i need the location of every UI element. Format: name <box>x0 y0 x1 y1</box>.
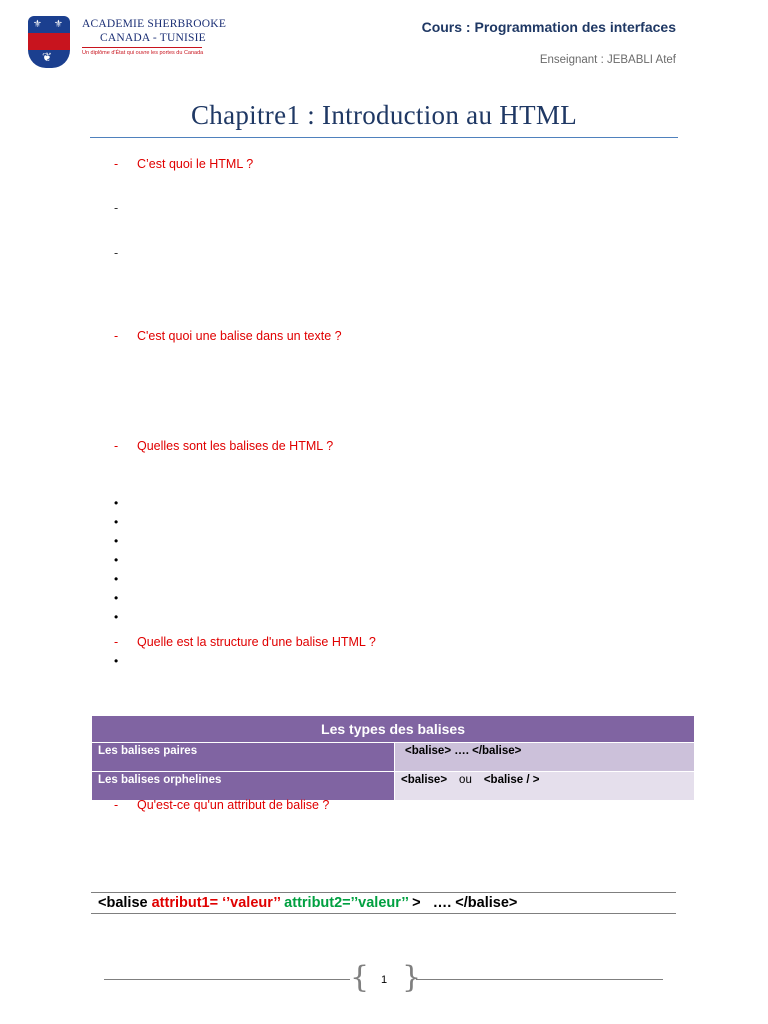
code-close: > …. </balise> <box>408 895 518 911</box>
orphan-tag-b: <balise / > <box>483 774 540 786</box>
question-attribute <box>114 798 329 812</box>
orphan-tag-a: <balise> <box>401 774 448 786</box>
fleur-de-lis-icon: ⚜ <box>54 19 63 30</box>
code-open-tag: <balise <box>98 895 152 911</box>
question-what-is-tag <box>114 329 342 343</box>
bullet-item: • <box>114 534 119 548</box>
list-dash: - <box>114 439 119 453</box>
bullet-item: • <box>114 515 119 529</box>
fleur-de-lis-icon: ⚜ <box>33 19 42 30</box>
list-dash: - <box>114 157 119 171</box>
left-brace-icon: { <box>350 960 370 995</box>
table-header-row <box>92 716 695 743</box>
logo-tagline: Un diplôme d'État qui ouvre les portes du Canada <box>82 50 204 56</box>
logo-line1: ACADEMIE SHERBROOKE <box>82 18 227 30</box>
course-title: Cours : Programmation des interfaces <box>421 19 676 35</box>
logo-divider <box>82 47 202 48</box>
code-attribute1: attribut1= ‘’valeur’’ <box>151 895 285 911</box>
table-row-value: <balise> …. </balise> <box>395 743 695 772</box>
or-separator: ou <box>459 774 472 786</box>
shield-icon <box>28 16 70 68</box>
table-header: Les types des balises <box>92 716 695 743</box>
list-dash: - <box>114 329 119 343</box>
question-text: Quelle est la structure d'une balise HTML ? <box>137 635 376 649</box>
code-attribute2: attribut2=’’valeur’’ <box>284 895 409 911</box>
question-text: C’est quoi le HTML ? <box>137 157 254 171</box>
question-text: Quelles sont les balises de HTML ? <box>137 439 334 453</box>
logo-line2: CANADA - TUNISIE <box>100 32 206 44</box>
maple-leaf-icon: ❦ <box>42 50 53 64</box>
tag-types-table <box>91 715 695 801</box>
empty-dash-item: - <box>114 201 119 215</box>
bullet-item: • <box>114 591 119 605</box>
bullet-item: • <box>114 654 119 668</box>
chapter-title: Chapitre1 : Introduction au HTML <box>190 100 578 130</box>
footer-rule-left <box>104 979 350 980</box>
table-row-value <box>395 772 695 801</box>
attribute-syntax-example <box>98 895 517 911</box>
table-row-label: Les balises orphelines <box>92 772 395 801</box>
question-html-tags <box>114 439 333 453</box>
school-logo <box>22 14 227 70</box>
bullet-item: • <box>114 610 119 624</box>
code-rule-top <box>91 892 676 893</box>
title-underline <box>90 137 678 138</box>
table-row <box>92 772 695 801</box>
question-text: Qu'est-ce qu'un attribut de balise ? <box>137 798 330 812</box>
question-text: C'est quoi une balise dans un texte ? <box>137 329 342 343</box>
table-row-label: Les balises paires <box>92 743 395 772</box>
bullet-item: • <box>114 572 119 586</box>
table-row <box>92 743 695 772</box>
empty-dash-item: - <box>114 246 119 260</box>
code-rule-bottom <box>91 913 676 914</box>
list-dash: - <box>114 635 119 649</box>
right-brace-icon: } <box>402 960 422 995</box>
footer-rule-right <box>416 979 663 980</box>
bullet-item: • <box>114 496 119 510</box>
question-tag-structure <box>114 635 376 649</box>
bullet-item: • <box>114 553 119 567</box>
page-number: 1 <box>380 974 388 986</box>
teacher-name: Enseignant : JEBABLI Atef <box>539 54 676 66</box>
list-dash: - <box>114 798 119 812</box>
question-what-is-html <box>114 157 253 171</box>
